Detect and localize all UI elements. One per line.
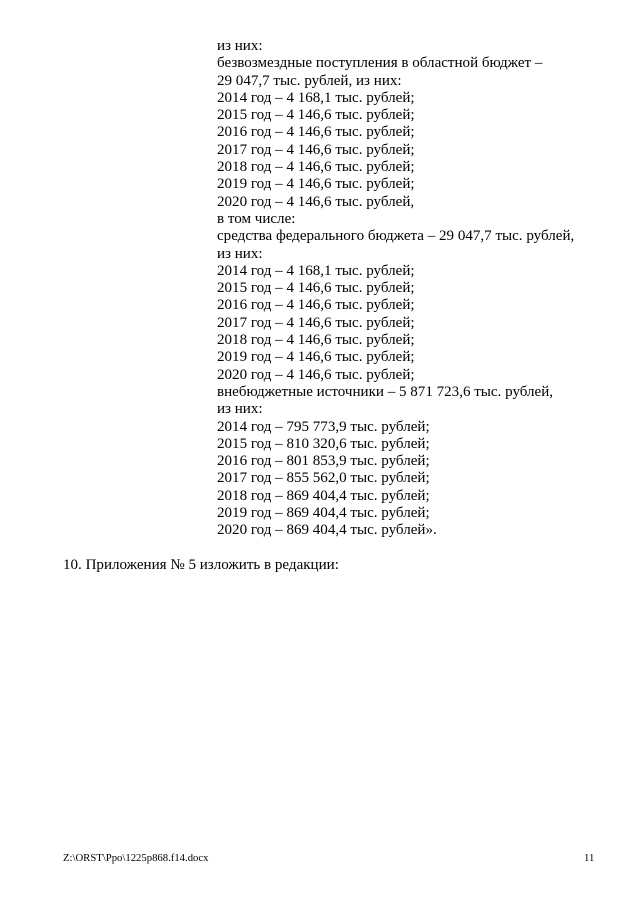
year-amount-line: 2018 год – 4 146,6 тыс. рублей; — [217, 159, 415, 176]
year-amount-line: 2016 год – 4 146,6 тыс. рублей; — [217, 297, 415, 314]
year-amount-line: 2014 год – 4 168,1 тыс. рублей; — [217, 262, 415, 279]
year-amount-line: 2017 год – 4 146,6 тыс. рублей; — [217, 141, 415, 158]
year-amount-line: 2014 год – 4 168,1 тыс. рублей; — [217, 89, 415, 106]
year-amount-line: 2020 год – 869 404,4 тыс. рублей». — [217, 522, 437, 539]
regional-budget-total: 29 047,7 тыс. рублей, из них: — [217, 72, 402, 89]
year-amount-line: 2020 год – 4 146,6 тыс. рублей, — [217, 193, 415, 210]
year-amount-line: 2019 год – 4 146,6 тыс. рублей; — [217, 349, 415, 366]
funding-block — [217, 38, 574, 540]
of-which-label: из них: — [217, 245, 263, 262]
year-amount-line: 2016 год – 4 146,6 тыс. рублей; — [217, 124, 415, 141]
year-amount-line: 2015 год – 4 146,6 тыс. рублей; — [217, 107, 415, 124]
page-number: 11 — [584, 852, 595, 864]
year-amount-line: 2014 год – 795 773,9 тыс. рублей; — [217, 418, 430, 435]
year-amount-line: 2017 год – 855 562,0 тыс. рублей; — [217, 470, 430, 487]
including-label: в том числе: — [217, 210, 296, 227]
item-10-paragraph: 10. Приложения № 5 изложить в редакции: — [63, 557, 339, 573]
year-amount-line: 2020 год – 4 146,6 тыс. рублей; — [217, 366, 415, 383]
year-amount-line: 2015 год – 810 320,6 тыс. рублей; — [217, 435, 430, 452]
year-amount-line: 2018 год – 869 404,4 тыс. рублей; — [217, 487, 430, 504]
footer-file-path: Z:\ORST\Ppo\1225p868.f14.docx — [63, 852, 209, 864]
year-amount-line: 2015 год – 4 146,6 тыс. рублей; — [217, 280, 415, 297]
extrabudgetary-heading: внебюджетные источники – 5 871 723,6 тыс. рублей, — [217, 383, 554, 400]
year-amount-line: 2019 год – 4 146,6 тыс. рублей; — [217, 176, 415, 193]
federal-budget-heading: средства федерального бюджета – 29 047,7 тыс. рублей, — [217, 228, 575, 245]
of-which-label: из них: — [217, 38, 263, 54]
regional-budget-heading: безвозмездные поступления в областной бюджет – — [217, 55, 543, 72]
year-amount-line: 2017 год – 4 146,6 тыс. рублей; — [217, 314, 415, 331]
year-amount-line: 2018 год – 4 146,6 тыс. рублей; — [217, 332, 415, 349]
of-which-label: из них: — [217, 401, 263, 418]
year-amount-line: 2019 год – 869 404,4 тыс. рублей; — [217, 505, 430, 522]
year-amount-line: 2016 год – 801 853,9 тыс. рублей; — [217, 453, 430, 470]
